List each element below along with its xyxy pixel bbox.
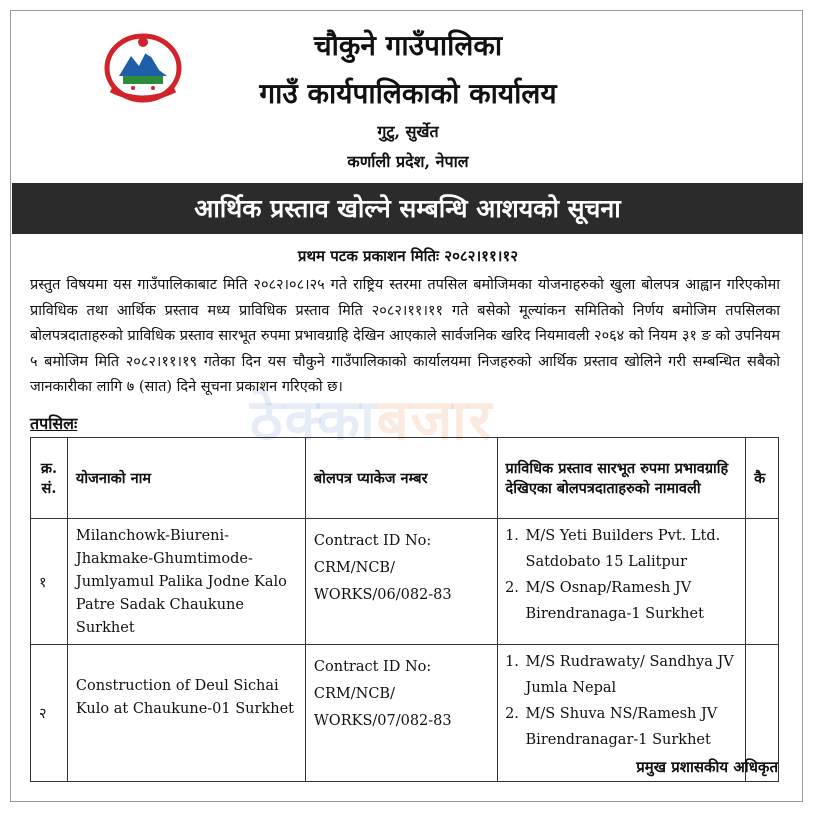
header-bidders: प्राविधिक प्रस्ताव सारभूत रुपमा प्रभावग्राहि देखिएका बोलपत्रदाताहरुको नामावली [497,438,746,519]
notice-body-paragraph: प्रस्तुत विषयमा यस गाउँपालिकाबाट मिति २०८२।०८।२५ गते राष्ट्रिय स्तरमा तपसिल बमोजिमका योजनाहरुको खुला बोलपत्र आह्वान गरिएकोमा प्राविधिक तथा आर्थिक प्रस्ताव मध्य प्राविधिक प्रस्ताव मिति २०८२।११।११ गते बसेको मूल्यांकन समितिको निर्णय बमोजिम तपसिलका बोलपत्रदाताहरुको प्राविधिक प्रस्ताव सारभूत रुपमा प्रभावग्राहि देखिन आएकाले सार्वजनिक खरिद नियमावली २०६४ को नियम ३१ ङ को उपनियम ५ बमोजिम मिति २०८२।११।१९ गतेका दिन यस चौकुने गाउँपालिकाको कार्यालयमा निजहरुको आर्थिक प्रस्ताव खोलिने गरी सम्बन्धित सबैको जानकारीका लागि ७ (सात) दिने सूचना प्रकाशन गरिएको छ। [30,277,780,395]
notice-title-banner: आर्थिक प्रस्ताव खोल्ने सम्बन्धि आशयको सूचना [12,183,803,234]
watermark-part-2: बजार [376,388,494,453]
row-remarks [746,519,779,645]
row-sn: २ [31,645,68,782]
address-line-2: कर्णाली प्रदेश, नेपाल [347,152,469,171]
row-project: Milanchowk-Biureni-Jhakmake-Ghumtimode-Jumlyamul Palika Jodne Kalo Patre Sadak Chaukune Surkhet [67,519,305,645]
bidder-item: 1. M/S Yeti Builders Pvt. Ltd. Satdobato 15 Lalitpur [524,523,738,575]
row-bidders [497,519,746,645]
row-package: Contract ID No: CRM/NCB/ WORKS/07/082-83 [305,645,497,782]
header-package: बोलपत्र प्याकेज नम्बर [305,438,497,519]
header-sn: क्र. सं. [31,438,68,519]
table-row [31,519,779,645]
bidder-item: 2. M/S Shuva NS/Ramesh JV Birendranagar-1 Surkhet [524,701,738,753]
address-line-1: गुटु, सुर्खेत [377,122,439,141]
header-remarks: कै [746,438,779,519]
watermark-part-1: ठेक्का [250,388,377,453]
publication-date: प्रथम पटक प्रकाशन मितिः २०८२।११।१२ [297,247,519,265]
details-heading: तपसिलः [30,414,78,433]
bidder-item: 2. M/S Osnap/Ramesh JV Birendranaga-1 Surkhet [524,575,738,627]
row-sn: १ [31,519,68,645]
row-project: Construction of Deul Sichai Kulo at Chaukune-01 Surkhet [67,645,305,782]
signature-title: प्रमुख प्रशासकीय अधिकृत [636,758,778,776]
header-project: योजनाको नाम [67,438,305,519]
bidder-item: 1. M/S Rudrawaty/ Sandhya JV Jumla Nepal [524,649,738,701]
row-package: Contract ID No: CRM/NCB/ WORKS/06/082-83 [305,519,497,645]
office-name: गाउँ कार्यपालिकाको कार्यालय [259,77,557,110]
org-name: चौकुने गाउँपालिका [313,29,503,62]
table-header-row [31,438,779,519]
details-table [30,437,779,782]
